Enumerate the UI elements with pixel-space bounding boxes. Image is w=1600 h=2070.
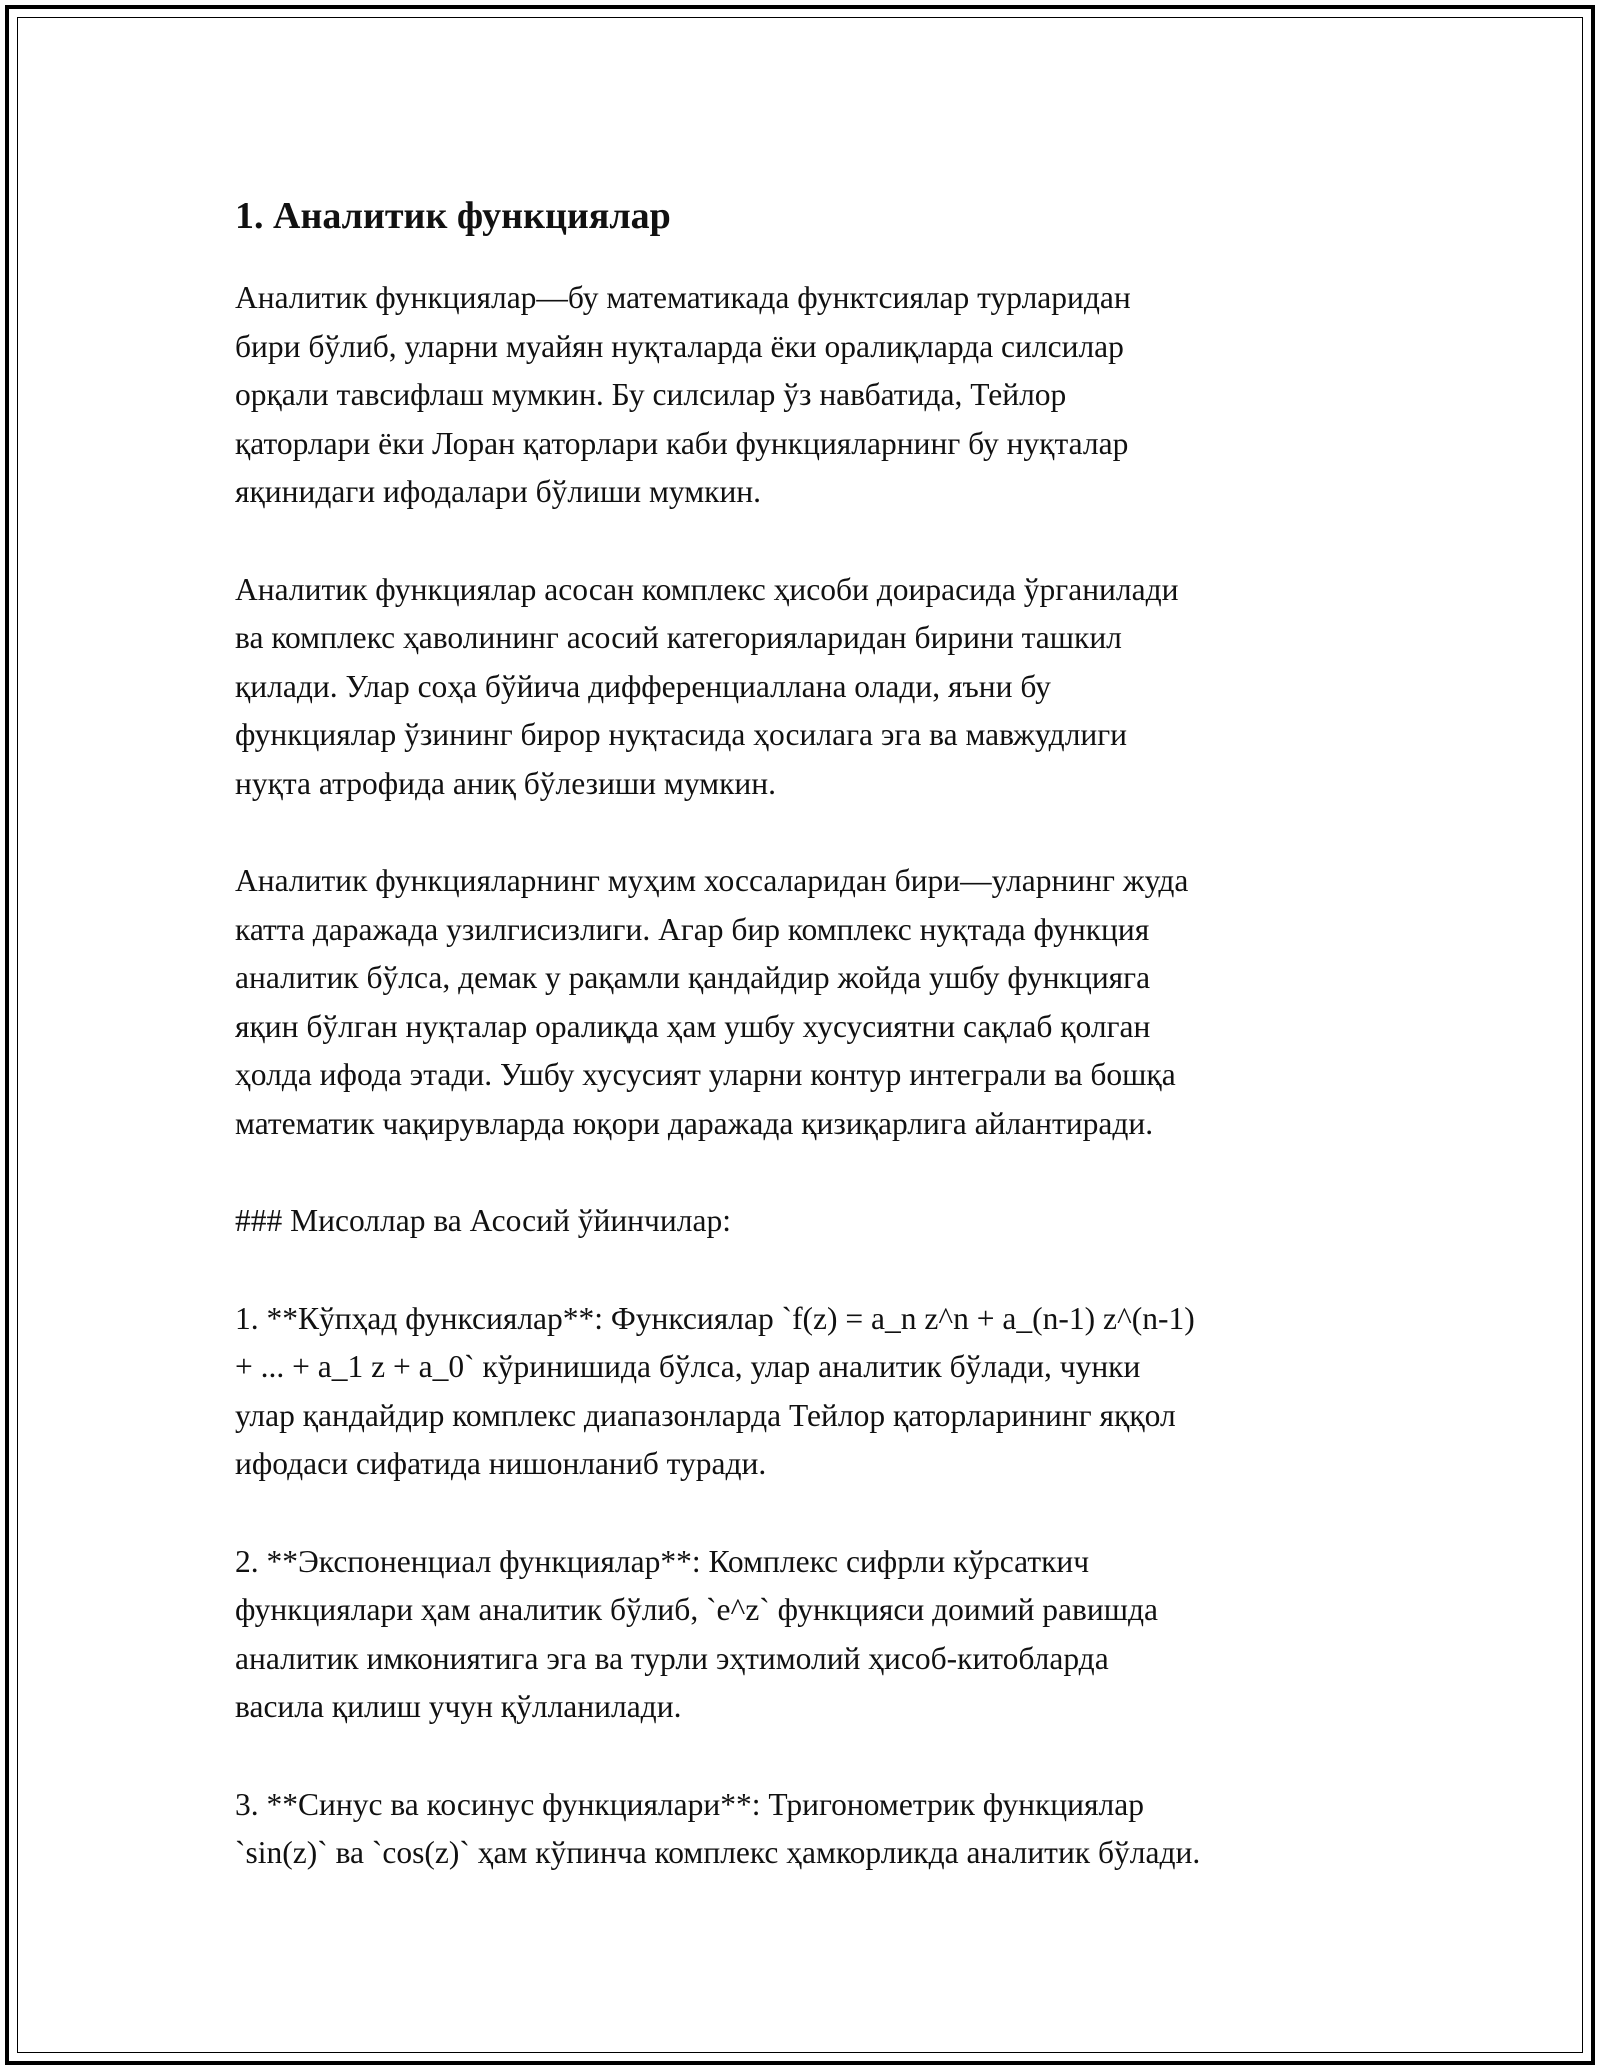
list-item-trigonometric: 3. **Синус ва косинус функциялари**: Тригонометрик функциялар `sin(z)` ва `cos(z)` ҳам кўпинча комплекс ҳамкорликда аналитик бўлади. <box>235 1786 1201 1870</box>
paragraph-properties: Аналитик функцияларнинг муҳим хоссаларидан бири—уларнинг жуда катта даражада узилгисизлиги. Агар бир комплекс нуқтада функция аналитик бўлса, демак у рақамли қандайдир жойда ушбу функцияга яқин бўлган нуқталар оралиқда ҳам ушбу хусусиятни сақлаб қолган ҳолда ифода этади. Ушбу хусусият уларни контур интеграли ва бошқа математик чақирувларда юқори даражада қизиқарлига айлантиради. <box>235 863 1189 1141</box>
list-item-exponential: 2. **Экспоненциал функциялар**: Комплекс сифрли кўрсаткич функциялари ҳам аналитик бўлиб, `e^z` функцияси доимий равишда аналитик имкониятига эга ва турли эҳтимолий ҳисоб-китобларда васила қилиш учун қўлланилади. <box>235 1543 1159 1724</box>
list-item-polynomial: 1. **Кўпҳад функсиялар**: Функсиялар `f(z) = a_n z^n + a_(n-1) z^(n-1) + ... + a_1 z + a_0` кўринишида бўлса, улар аналитик бўлади, чунки улар қандайдир комплекс диапазонларда Тейлор қаторларининг яққол ифодаси сифатида нишонланиб туради. <box>235 1300 1195 1481</box>
document-body <box>235 188 1385 1927</box>
paragraph-complex-analysis: Аналитик функциялар асосан комплекс ҳисоби доирасида ўрганилади ва комплекс ҳаволининг асосий категорияларидан бирини ташкил қилади. Улар соҳа бўйича дифференциаллана олади, яъни бу функциялар ўзининг бирор нуқтасида ҳосилага эга ва мавжудлиги нуқта атрофида аниқ бўлезиши мумкин. <box>235 571 1179 801</box>
paragraph-intro: Аналитик функциялар—бу математикада функтсиялар турларидан бири бўлиб, уларни муайян нуқталарда ёки оралиқларда силсилар орқали тавсифлаш мумкин. Бу силсилар ўз навбатида, Тейлор қаторлари ёки Лоран қаторлари каби функцияларнинг бу нуқталар яқинидаги ифодалари бўлиши мумкин. <box>235 280 1131 509</box>
section-heading-examples: ### Мисоллар ва Асосий ўйинчилар: <box>235 1203 731 1238</box>
page-title: 1. Аналитик функциялар <box>235 195 671 237</box>
